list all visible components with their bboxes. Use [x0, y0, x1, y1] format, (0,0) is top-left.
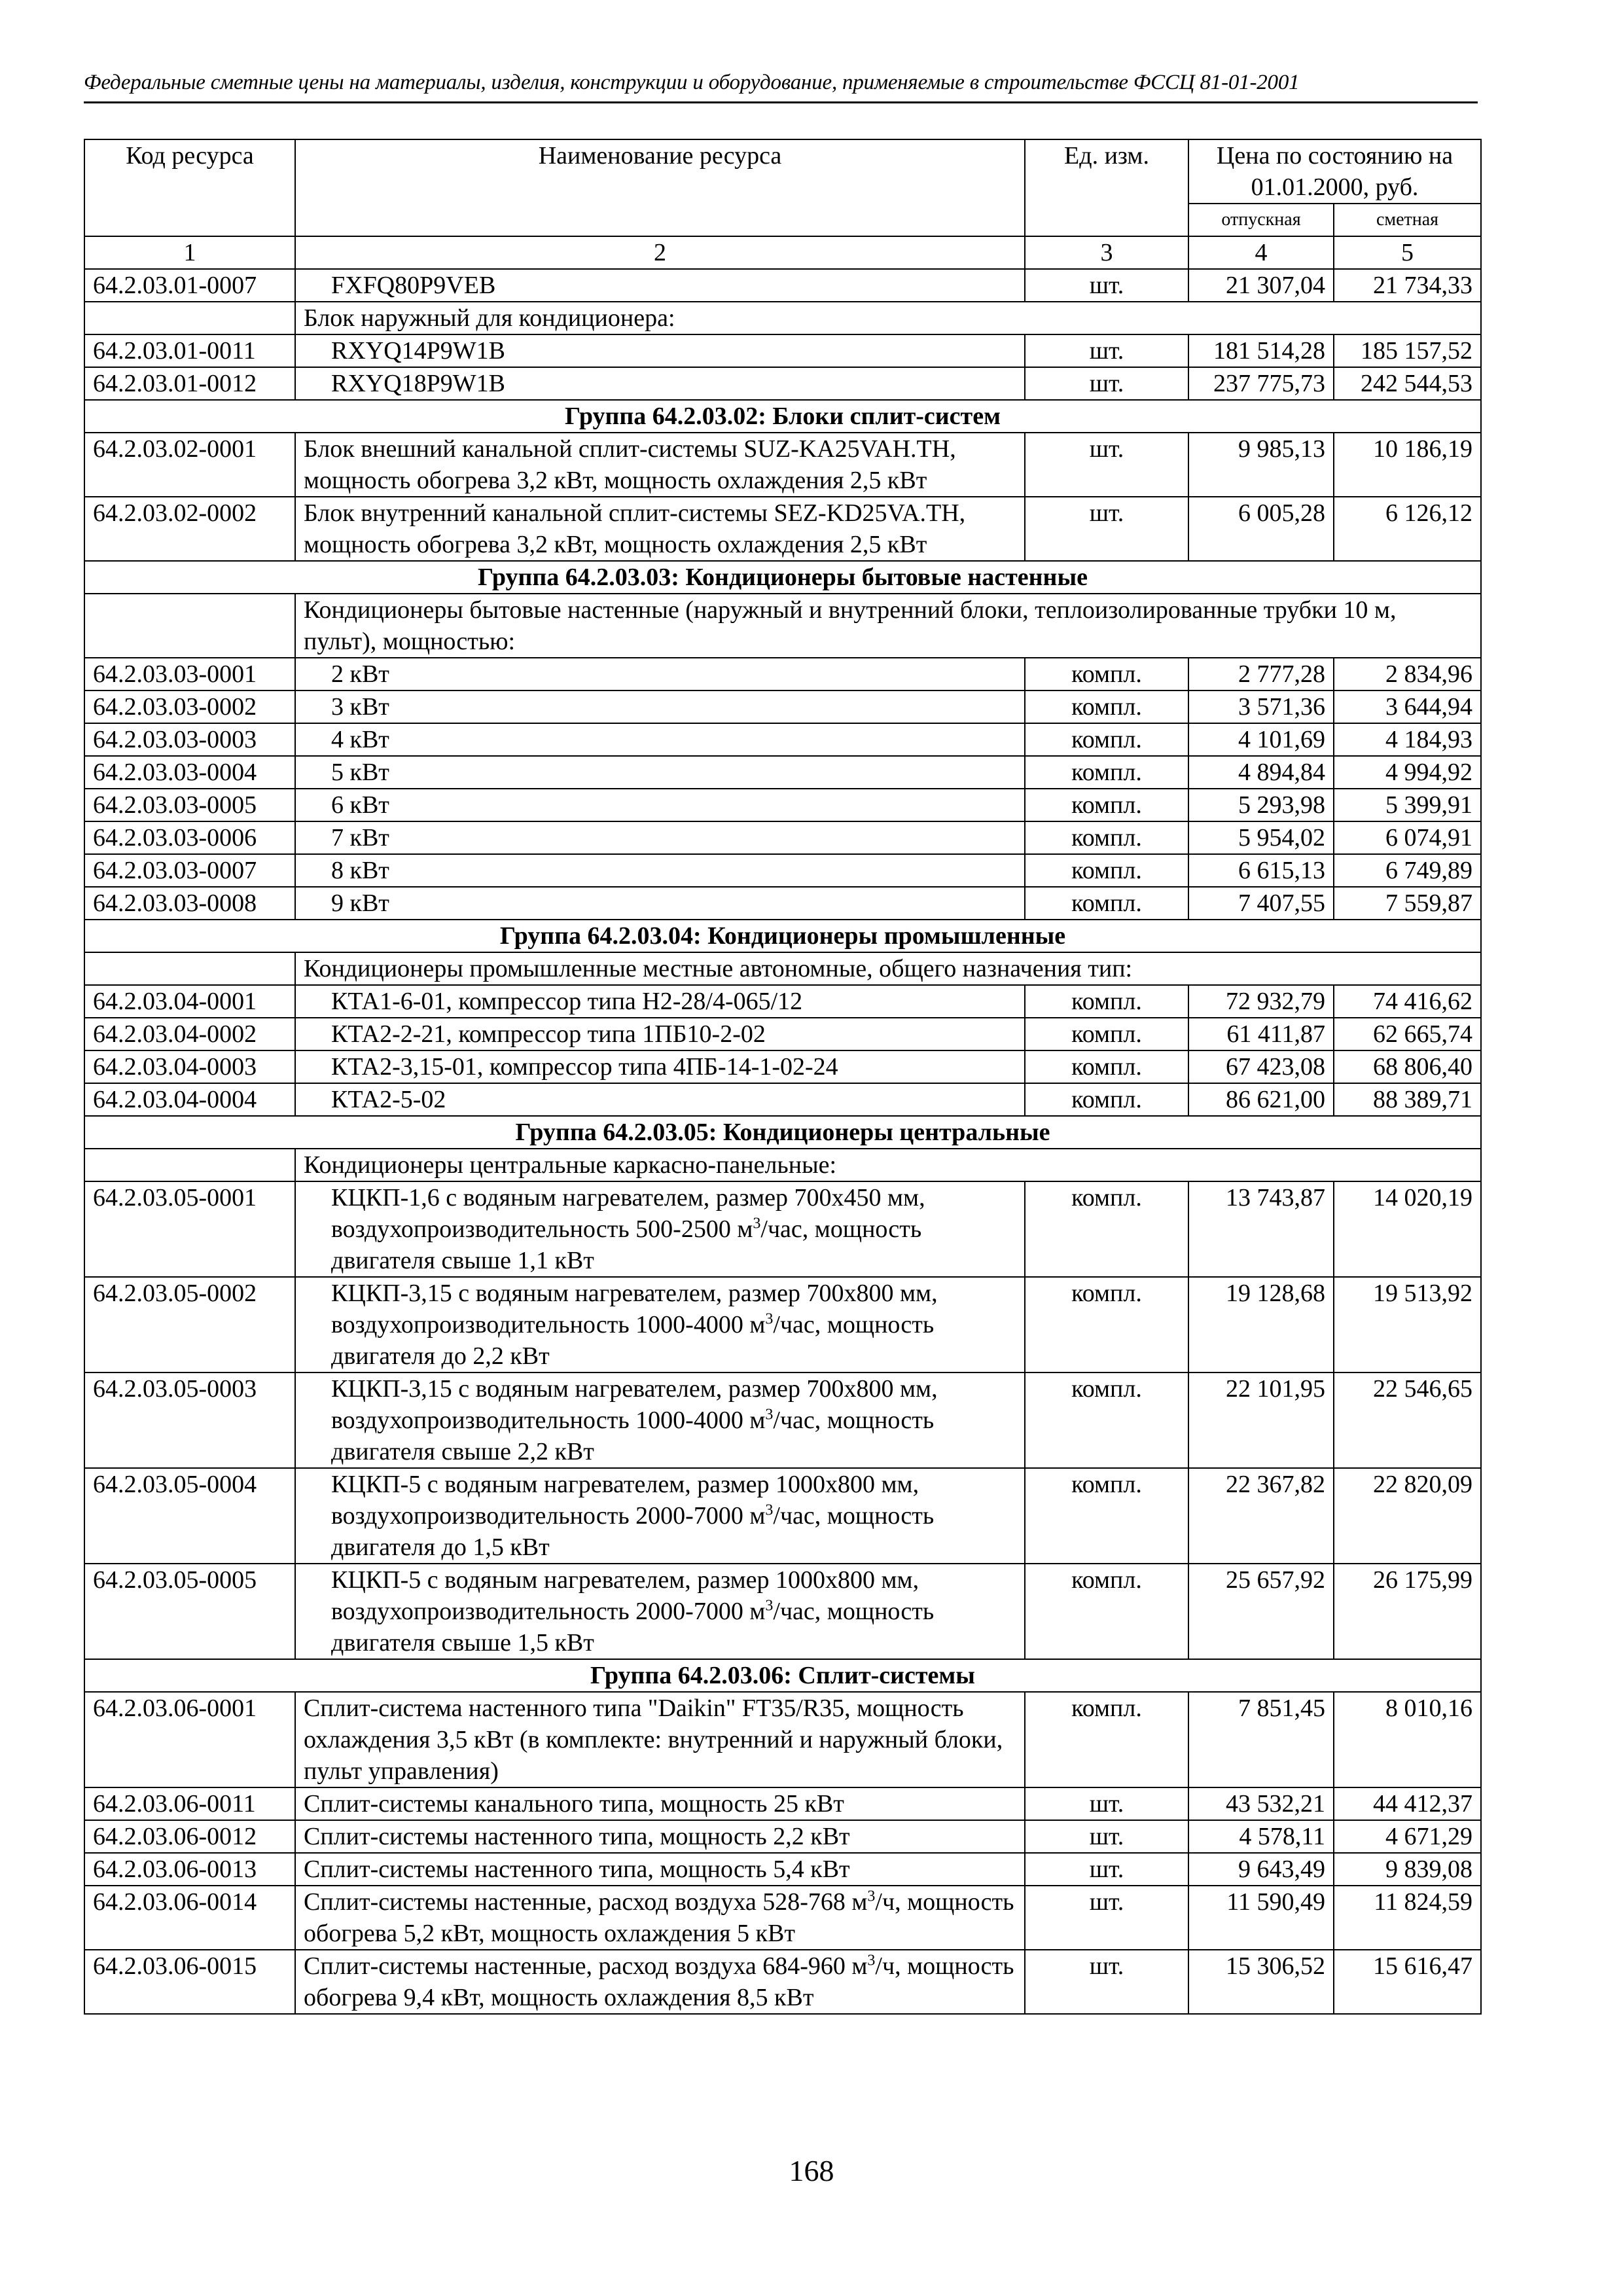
resource-code: 64.2.03.06-0014	[84, 1886, 295, 1950]
resource-code: 64.2.03.05-0003	[84, 1372, 295, 1468]
cube-superscript: 3	[765, 1406, 774, 1424]
estimate-price: 88 389,71	[1334, 1083, 1481, 1116]
resource-code: 64.2.03.03-0008	[84, 887, 295, 920]
release-price: 72 932,79	[1188, 985, 1334, 1018]
unit-of-measure: компл.	[1025, 887, 1188, 920]
estimate-price: 68 806,40	[1334, 1050, 1481, 1083]
unit-of-measure: компл.	[1025, 1050, 1188, 1083]
header-code: Код ресурса	[84, 139, 295, 236]
table-row	[84, 367, 1481, 400]
resource-name: FXFQ80P9VEB	[295, 269, 1025, 302]
unit-of-measure: шт.	[1025, 1820, 1188, 1853]
resource-code: 64.2.03.02-0002	[84, 497, 295, 561]
estimate-price: 4 671,29	[1334, 1820, 1481, 1853]
resource-name-part: /час, мощность двигателя свыше 1,1 кВт	[331, 1215, 922, 1274]
subheading-text: Блок наружный для кондиционера:	[295, 302, 1481, 334]
page-number: 168	[789, 2154, 834, 2187]
resource-name-part: Сплит-системы настенные, расход воздуха 528-768 м	[304, 1888, 868, 1916]
subheading-row	[84, 1149, 1481, 1181]
unit-of-measure: компл.	[1025, 1181, 1188, 1277]
estimate-price: 8 010,16	[1334, 1692, 1481, 1787]
resource-name: 5 кВт	[295, 756, 1025, 789]
release-price: 13 743,87	[1188, 1181, 1334, 1277]
group-heading: Группа 64.2.03.03: Кондиционеры бытовые настенные	[84, 561, 1481, 594]
release-price: 22 101,95	[1188, 1372, 1334, 1468]
resource-name-part: /ч, мощность обогрева 9,4 кВт, мощность охлаждения 8,5 кВт	[304, 1952, 1014, 2011]
release-price: 61 411,87	[1188, 1018, 1334, 1050]
resource-code: 64.2.03.01-0007	[84, 269, 295, 302]
table-row	[84, 1050, 1481, 1083]
unit-of-measure: шт.	[1025, 334, 1188, 367]
resource-code: 64.2.03.03-0005	[84, 789, 295, 821]
resource-code: 64.2.03.06-0011	[84, 1787, 295, 1820]
resource-name-part: КЦКП-1,6 с водяным нагревателем, размер 700x450 мм, воздухопроизводительность 500-2500 м	[331, 1184, 925, 1243]
resource-name: Блок внутренний канальной сплит-системы SEZ-KD25VA.TH, мощность обогрева 3,2 кВт, мощность охлаждения 2,5 кВт	[295, 497, 1025, 561]
resource-code: 64.2.03.03-0004	[84, 756, 295, 789]
release-price: 181 514,28	[1188, 334, 1334, 367]
resource-name: 6 кВт	[295, 789, 1025, 821]
unit-of-measure: шт.	[1025, 1886, 1188, 1950]
resource-code	[84, 1149, 295, 1181]
estimate-price: 2 834,96	[1334, 658, 1481, 691]
resource-code: 64.2.03.04-0001	[84, 985, 295, 1018]
table-row	[84, 723, 1481, 756]
resource-code: 64.2.03.03-0006	[84, 821, 295, 854]
resource-name: 9 кВт	[295, 887, 1025, 920]
estimate-price: 44 412,37	[1334, 1787, 1481, 1820]
unit-of-measure: шт.	[1025, 433, 1188, 497]
running-header: Федеральные сметные цены на материалы, изделия, конструкции и оборудование, применяемые в строительстве ФССЦ 81-01-2001	[84, 71, 1478, 103]
resource-name-part: /час, мощность двигателя до 1,5 кВт	[331, 1502, 935, 1561]
table-row	[84, 789, 1481, 821]
release-price: 7 851,45	[1188, 1692, 1334, 1787]
table-row	[84, 497, 1481, 561]
estimate-price: 4 184,93	[1334, 723, 1481, 756]
unit-of-measure: шт.	[1025, 367, 1188, 400]
resource-name: КТА2-3,15-01, компрессор типа 4ПБ-14-1-02-24	[295, 1050, 1025, 1083]
group-heading-row	[84, 1659, 1481, 1692]
release-price: 7 407,55	[1188, 887, 1334, 920]
unit-of-measure: компл.	[1025, 1692, 1188, 1787]
resource-code: 64.2.03.02-0001	[84, 433, 295, 497]
table-row	[84, 756, 1481, 789]
resource-code: 64.2.03.05-0005	[84, 1564, 295, 1659]
resource-name-part: /ч, мощность обогрева 5,2 кВт, мощность охлаждения 5 кВт	[304, 1888, 1014, 1947]
resource-code: 64.2.03.03-0003	[84, 723, 295, 756]
unit-of-measure: шт.	[1025, 1787, 1188, 1820]
unit-of-measure: шт.	[1025, 1853, 1188, 1886]
resource-name: 4 кВт	[295, 723, 1025, 756]
resource-code: 64.2.03.03-0001	[84, 658, 295, 691]
resource-name: Сплит-системы настенного типа, мощность 5,4 кВт	[295, 1853, 1025, 1886]
unit-of-measure: компл.	[1025, 691, 1188, 723]
table-row	[84, 433, 1481, 497]
group-heading: Группа 64.2.03.05: Кондиционеры центральные	[84, 1116, 1481, 1149]
unit-of-measure: компл.	[1025, 1564, 1188, 1659]
release-price: 9 985,13	[1188, 433, 1334, 497]
subheading-text: Кондиционеры центральные каркасно-панельные:	[295, 1149, 1481, 1181]
resource-code: 64.2.03.06-0013	[84, 1853, 295, 1886]
estimate-price: 11 824,59	[1334, 1886, 1481, 1950]
resource-name	[295, 1950, 1025, 2014]
release-price: 22 367,82	[1188, 1468, 1334, 1564]
release-price: 21 307,04	[1188, 269, 1334, 302]
column-number: 3	[1025, 236, 1188, 269]
cube-superscript: 3	[765, 1501, 774, 1519]
table-row	[84, 854, 1481, 887]
release-price: 2 777,28	[1188, 658, 1334, 691]
subheading-row	[84, 302, 1481, 334]
resource-code	[84, 594, 295, 658]
resource-name: Сплит-система настенного типа "Daikin" FT35/R35, мощность охлаждения 3,5 кВт (в комплекте: внутренний и наружный блоки, пульт управления)	[295, 1692, 1025, 1787]
resource-name	[295, 1564, 1025, 1659]
release-price: 237 775,73	[1188, 367, 1334, 400]
table-row	[84, 821, 1481, 854]
resource-name: КТА2-2-21, компрессор типа 1ПБ10-2-02	[295, 1018, 1025, 1050]
table-row	[84, 1181, 1481, 1277]
estimate-price: 19 513,92	[1334, 1277, 1481, 1372]
resource-name-part: КЦКП-3,15 с водяным нагревателем, размер 700x800 мм, воздухопроизводительность 1000-4000 м	[331, 1280, 938, 1338]
resource-code: 64.2.03.04-0003	[84, 1050, 295, 1083]
price-table	[84, 139, 1482, 2015]
unit-of-measure: компл.	[1025, 1083, 1188, 1116]
column-number: 2	[295, 236, 1025, 269]
release-price: 3 571,36	[1188, 691, 1334, 723]
resource-name	[295, 1468, 1025, 1564]
estimate-price: 6 749,89	[1334, 854, 1481, 887]
estimate-price: 242 544,53	[1334, 367, 1481, 400]
cube-superscript: 3	[867, 1888, 876, 1905]
estimate-price: 10 186,19	[1334, 433, 1481, 497]
resource-name: Сплит-системы настенного типа, мощность 2,2 кВт	[295, 1820, 1025, 1853]
release-price: 9 643,49	[1188, 1853, 1334, 1886]
table-row	[84, 334, 1481, 367]
table-row	[84, 985, 1481, 1018]
resource-code: 64.2.03.06-0012	[84, 1820, 295, 1853]
table-row	[84, 1018, 1481, 1050]
resource-name-part: /час, мощность двигателя свыше 1,5 кВт	[331, 1598, 935, 1657]
table-row	[84, 1853, 1481, 1886]
unit-of-measure: компл.	[1025, 985, 1188, 1018]
table-row	[84, 691, 1481, 723]
unit-of-measure: компл.	[1025, 1277, 1188, 1372]
header-price: Цена по состоянию на 01.01.2000, руб.	[1188, 139, 1481, 204]
column-number: 4	[1188, 236, 1334, 269]
unit-of-measure: шт.	[1025, 497, 1188, 561]
release-price: 4 101,69	[1188, 723, 1334, 756]
table-row	[84, 1692, 1481, 1787]
estimate-price: 21 734,33	[1334, 269, 1481, 302]
estimate-price: 22 546,65	[1334, 1372, 1481, 1468]
group-heading-row	[84, 1116, 1481, 1149]
release-price: 43 532,21	[1188, 1787, 1334, 1820]
estimate-price: 74 416,62	[1334, 985, 1481, 1018]
resource-name	[295, 1181, 1025, 1277]
table-row	[84, 887, 1481, 920]
estimate-price: 22 820,09	[1334, 1468, 1481, 1564]
release-price: 25 657,92	[1188, 1564, 1334, 1659]
header-unit: Ед. изм.	[1025, 139, 1188, 236]
resource-name	[295, 1277, 1025, 1372]
table-row	[84, 1564, 1481, 1659]
release-price: 4 894,84	[1188, 756, 1334, 789]
unit-of-measure: шт.	[1025, 1950, 1188, 2014]
table-row	[84, 1372, 1481, 1468]
resource-name: КТА2-5-02	[295, 1083, 1025, 1116]
resource-code: 64.2.03.03-0007	[84, 854, 295, 887]
estimate-price: 4 994,92	[1334, 756, 1481, 789]
estimate-price: 9 839,08	[1334, 1853, 1481, 1886]
release-price: 15 306,52	[1188, 1950, 1334, 2014]
column-number: 1	[84, 236, 295, 269]
group-heading: Группа 64.2.03.02: Блоки сплит-систем	[84, 400, 1481, 433]
resource-name-part: /час, мощность двигателя до 2,2 кВт	[331, 1311, 935, 1370]
estimate-price: 62 665,74	[1334, 1018, 1481, 1050]
table-row	[84, 269, 1481, 302]
resource-name-part: КЦКП-5 с водяным нагревателем, размер 1000x800 мм, воздухопроизводительность 2000-7000 м	[331, 1566, 919, 1625]
header-estimate-price: сметная	[1334, 204, 1481, 236]
group-heading-row	[84, 920, 1481, 952]
release-price: 5 954,02	[1188, 821, 1334, 854]
estimate-price: 7 559,87	[1334, 887, 1481, 920]
group-heading: Группа 64.2.03.04: Кондиционеры промышленные	[84, 920, 1481, 952]
estimate-price: 3 644,94	[1334, 691, 1481, 723]
estimate-price: 15 616,47	[1334, 1950, 1481, 2014]
table-row	[84, 1950, 1481, 2014]
resource-code: 64.2.03.06-0015	[84, 1950, 295, 2014]
release-price: 19 128,68	[1188, 1277, 1334, 1372]
resource-code	[84, 952, 295, 985]
release-price: 6 005,28	[1188, 497, 1334, 561]
unit-of-measure: компл.	[1025, 1468, 1188, 1564]
unit-of-measure: компл.	[1025, 854, 1188, 887]
unit-of-measure: компл.	[1025, 723, 1188, 756]
subheading-row	[84, 952, 1481, 985]
resource-name: Блок внешний канальной сплит-системы SUZ-KA25VAH.TH, мощность обогрева 3,2 кВт, мощность охлаждения 2,5 кВт	[295, 433, 1025, 497]
cube-superscript: 3	[867, 1952, 876, 1969]
resource-name: RXYQ18P9W1B	[295, 367, 1025, 400]
estimate-price: 185 157,52	[1334, 334, 1481, 367]
column-number: 5	[1334, 236, 1481, 269]
header-name: Наименование ресурса	[295, 139, 1025, 236]
resource-code: 64.2.03.04-0002	[84, 1018, 295, 1050]
release-price: 86 621,00	[1188, 1083, 1334, 1116]
cube-superscript: 3	[753, 1215, 761, 1232]
unit-of-measure: компл.	[1025, 658, 1188, 691]
resource-code: 64.2.03.04-0004	[84, 1083, 295, 1116]
release-price: 6 615,13	[1188, 854, 1334, 887]
release-price: 11 590,49	[1188, 1886, 1334, 1950]
resource-name: КТА1-6-01, компрессор типа Н2-28/4-065/12	[295, 985, 1025, 1018]
resource-code: 64.2.03.01-0012	[84, 367, 295, 400]
table-row	[84, 658, 1481, 691]
unit-of-measure: компл.	[1025, 821, 1188, 854]
subheading-row	[84, 594, 1481, 658]
resource-code: 64.2.03.01-0011	[84, 334, 295, 367]
table-header-row	[84, 139, 1481, 204]
group-heading: Группа 64.2.03.06: Сплит-системы	[84, 1659, 1481, 1692]
subheading-text: Кондиционеры промышленные местные автономные, общего назначения тип:	[295, 952, 1481, 985]
unit-of-measure: компл.	[1025, 756, 1188, 789]
unit-of-measure: шт.	[1025, 269, 1188, 302]
resource-code	[84, 302, 295, 334]
resource-name: Сплит-системы канального типа, мощность 25 кВт	[295, 1787, 1025, 1820]
estimate-price: 6 074,91	[1334, 821, 1481, 854]
resource-name: RXYQ14P9W1B	[295, 334, 1025, 367]
estimate-price: 6 126,12	[1334, 497, 1481, 561]
resource-name-part: Сплит-системы настенные, расход воздуха 684-960 м	[304, 1952, 868, 1980]
estimate-price: 14 020,19	[1334, 1181, 1481, 1277]
resource-name-part: /час, мощность двигателя свыше 2,2 кВт	[331, 1407, 935, 1465]
cube-superscript: 3	[765, 1310, 774, 1328]
release-price: 4 578,11	[1188, 1820, 1334, 1853]
resource-name	[295, 1886, 1025, 1950]
group-heading-row	[84, 400, 1481, 433]
resource-name: 2 кВт	[295, 658, 1025, 691]
resource-name-part: КЦКП-3,15 с водяным нагревателем, размер 700x800 мм, воздухопроизводительность 1000-4000 м	[331, 1375, 938, 1434]
table-row	[84, 1787, 1481, 1820]
release-price: 67 423,08	[1188, 1050, 1334, 1083]
table-row	[84, 1886, 1481, 1950]
resource-name: 8 кВт	[295, 854, 1025, 887]
unit-of-measure: компл.	[1025, 789, 1188, 821]
estimate-price: 26 175,99	[1334, 1564, 1481, 1659]
table-row	[84, 1277, 1481, 1372]
subheading-text: Кондиционеры бытовые настенные (наружный и внутренний блоки, теплоизолированные трубки 10 м, пульт), мощностью:	[295, 594, 1481, 658]
group-heading-row	[84, 561, 1481, 594]
unit-of-measure: компл.	[1025, 1018, 1188, 1050]
header-release-price: отпускная	[1188, 204, 1334, 236]
table-row	[84, 1468, 1481, 1564]
resource-code: 64.2.03.05-0004	[84, 1468, 295, 1564]
resource-code: 64.2.03.06-0001	[84, 1692, 295, 1787]
table-row	[84, 1083, 1481, 1116]
release-price: 5 293,98	[1188, 789, 1334, 821]
estimate-price: 5 399,91	[1334, 789, 1481, 821]
table-row	[84, 1820, 1481, 1853]
resource-name-part: КЦКП-5 с водяным нагревателем, размер 1000x800 мм, воздухопроизводительность 2000-7000 м	[331, 1471, 919, 1530]
unit-of-measure: компл.	[1025, 1372, 1188, 1468]
resource-name	[295, 1372, 1025, 1468]
resource-code: 64.2.03.05-0001	[84, 1181, 295, 1277]
resource-code: 64.2.03.05-0002	[84, 1277, 295, 1372]
cube-superscript: 3	[765, 1597, 774, 1615]
resource-name: 3 кВт	[295, 691, 1025, 723]
resource-name: 7 кВт	[295, 821, 1025, 854]
column-numbers-row	[84, 236, 1481, 269]
resource-code: 64.2.03.03-0002	[84, 691, 295, 723]
